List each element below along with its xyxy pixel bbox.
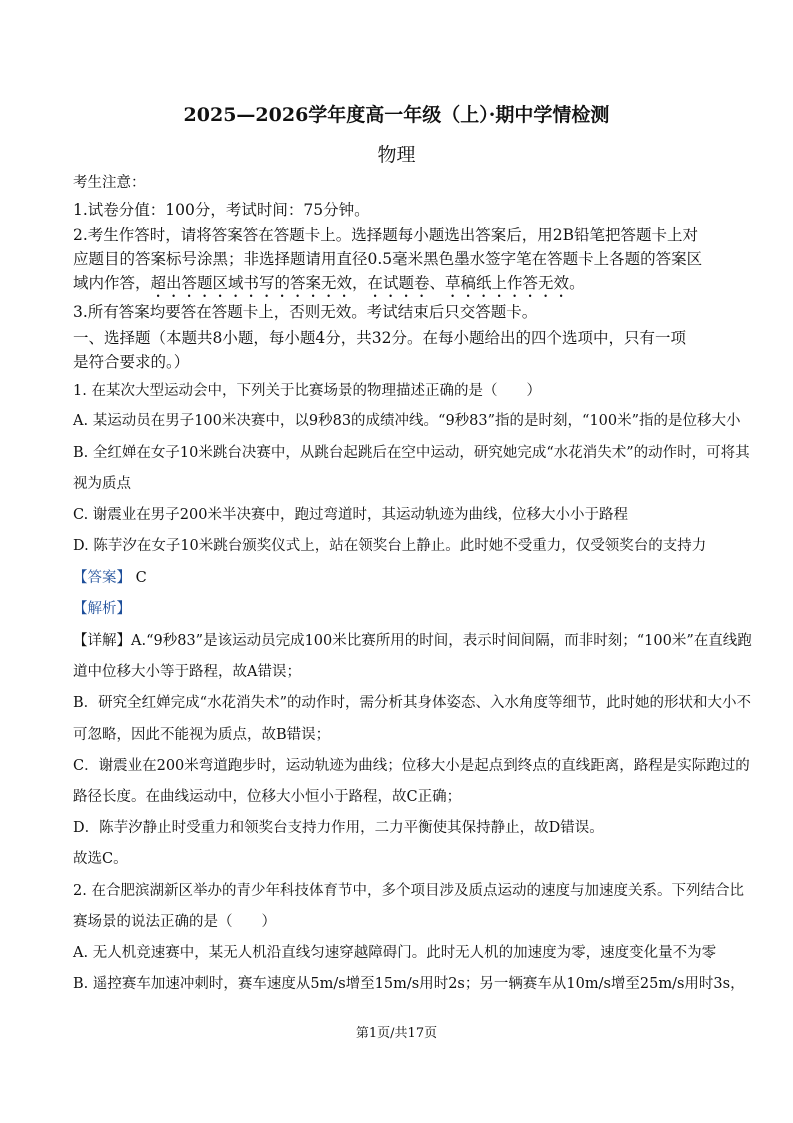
question-1-detail-line-3: B．研究全红婵完成“水花消失术”的动作时，需分析其身体姿态、入水角度等细节，此时她的形状和大小不	[73, 695, 751, 711]
question-2-stem-line-1: 2. 在合肥滨湖新区举办的青少年科技体育节中，多个项目涉及质点运动的速度与加速度关系。下列结合比	[73, 883, 744, 899]
question-1-conclusion: 故选C。	[73, 851, 128, 867]
notice-text: ，	[352, 274, 368, 292]
question-1-detail-line-7: D．陈芋汐静止时受重力和领奖台支持力作用，二力平衡使其保持静止，故D错误。	[73, 820, 604, 836]
notice-text: 域内作答，	[73, 274, 151, 292]
question-1-detail-line-6: 路径长度。在曲线运动中，位移大小恒小于路程，故C正确；	[73, 789, 462, 805]
notice-heading: 考生注意：	[73, 175, 146, 191]
question-1-detail-line-1: 【详解】A.“9秒83”是该运动员完成100米比赛所用的时间，表示时间间隔，而非时刻；“100米”在直线跑	[73, 633, 752, 649]
notice-item-2-line-3	[73, 273, 728, 301]
notice-item-1: 1.试卷分值：100分，考试时间：75分钟。	[73, 201, 370, 219]
emphasized-text: 超出答题区域书写的答案无效	[150, 274, 353, 292]
notice-item-2-line-2: 应题目的答案标号涂黑；非选择题请用直径0.5毫米黑色墨水签字笔在答题卡上各题的答案区	[73, 250, 703, 268]
section-1-heading-line-1: 一、选择题（本题共8小题，每小题4分，共32分。在每小题给出的四个选项中，只有一项	[73, 329, 686, 347]
analysis-tag: 【解析】	[73, 601, 131, 617]
question-1-option-b-line-2: 视为质点	[73, 476, 131, 492]
question-2-stem-line-2: 赛场景的说法正确的是（ ）	[73, 914, 276, 930]
emphasized-text: 在试题卷、草稿纸上作答无效	[367, 274, 570, 292]
question-1-option-a: A. 某运动员在男子100米决赛中，以9秒83的成绩冲线。“9秒83”指的是时刻，“100米”指的是位移大小	[73, 413, 741, 429]
question-1-option-c: C. 谢震业在男子200米半决赛中，跑过弯道时，其运动轨迹为曲线，位移大小小于路程	[73, 507, 628, 523]
question-2-option-b: B. 遥控赛车加速冲刺时，赛车速度从5m/s增至15m/s用时2s；另一辆赛车从10m/s增至25m/s用时3s，	[73, 976, 745, 992]
subject-title: 物理	[377, 144, 416, 166]
question-1-analysis-tag	[73, 599, 728, 619]
question-1-answer	[73, 568, 728, 588]
question-2-option-a: A. 无人机竞速赛中，某无人机沿直线匀速穿越障碍门。此时无人机的加速度为零，速度变化量不为零	[73, 945, 717, 961]
question-1-detail-line-2: 道中位移大小等于路程，故A错误；	[73, 664, 301, 680]
question-1-option-b-line-1: B. 全红婵在女子10米跳台决赛中，从跳台起跳后在空中运动，研究她完成“水花消失术”的动作时，可将其	[73, 445, 750, 461]
question-1-option-d: D. 陈芋汐在女子10米跳台颁奖仪式上，站在领奖台上静止。此时她不受重力，仅受领奖台的支持力	[73, 538, 707, 554]
section-1-heading-line-2: 是符合要求的。）	[73, 353, 190, 371]
notice-item-3: 3.所有答案均要答在答题卡上，否则无效。考试结束后只交答题卡。	[73, 303, 538, 321]
notice-text: 。	[569, 274, 585, 292]
page-footer: 第1页/共17页	[355, 1026, 438, 1041]
answer-value: C	[135, 570, 147, 586]
exam-title: 2025—2026学年度高一年级（上）·期中学情检测	[183, 104, 610, 126]
answer-tag: 【答案】	[73, 570, 131, 586]
question-1-detail-line-5: C．谢震业在200米弯道跑步时，运动轨迹为曲线；位移大小是起点到终点的直线距离，路程是实际跑过的	[73, 758, 750, 774]
notice-item-2-line-1: 2.考生作答时，请将答案答在答题卡上。选择题每小题选出答案后，用2B铅笔把答题卡上对	[73, 226, 699, 244]
question-1-stem: 1. 在某次大型运动会中，下列关于比赛场景的物理描述正确的是（ ）	[73, 383, 541, 399]
question-1-detail-line-4: 可忽略，因此不能视为质点，故B错误；	[73, 727, 331, 743]
